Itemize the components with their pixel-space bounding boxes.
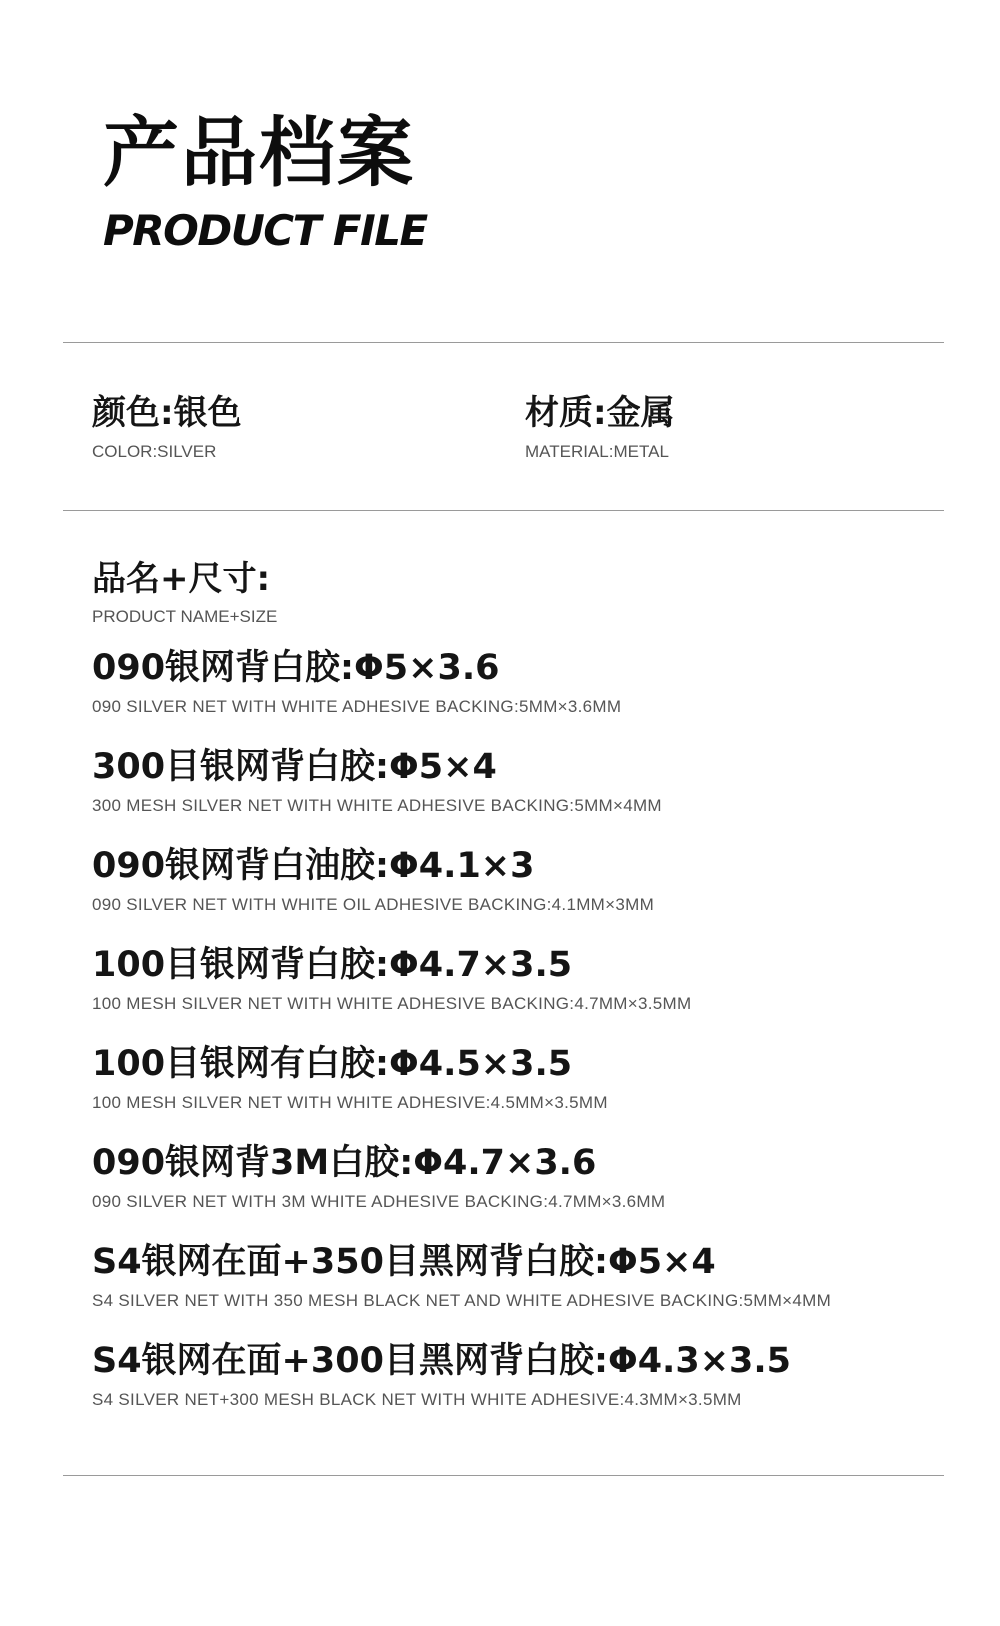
product-list bbox=[92, 558, 972, 1438]
material-label: 材质:金属 bbox=[525, 393, 675, 433]
divider-middle bbox=[63, 510, 944, 511]
list-item bbox=[92, 1240, 972, 1339]
item-name-en: 090 SILVER NET WITH WHITE ADHESIVE BACKING:5MM×3.6MM bbox=[92, 697, 622, 716]
color-label: 颜色:银色 bbox=[92, 393, 242, 433]
page-title: 产品档案 bbox=[103, 108, 415, 197]
item-name-en: 100 MESH SILVER NET WITH WHITE ADHESIVE:4.5MM×3.5MM bbox=[92, 1093, 608, 1112]
item-name-en: S4 SILVER NET+300 MESH BLACK NET WITH WHITE ADHESIVE:4.3MM×3.5MM bbox=[92, 1390, 742, 1409]
item-name-en: 100 MESH SILVER NET WITH WHITE ADHESIVE BACKING:4.7MM×3.5MM bbox=[92, 994, 692, 1013]
product-heading-en: PRODUCT NAME+SIZE bbox=[92, 607, 278, 626]
item-name-cn: 090银网背白油胶:Φ4.1×3 bbox=[92, 846, 535, 886]
page-subtitle: PRODUCT FILE bbox=[103, 206, 427, 255]
list-item bbox=[92, 1042, 972, 1141]
product-list-heading bbox=[92, 558, 972, 628]
divider-bottom bbox=[63, 1475, 944, 1476]
item-name-cn: 100目银网背白胶:Φ4.7×3.5 bbox=[92, 945, 573, 985]
list-item bbox=[92, 646, 972, 745]
item-name-en: 090 SILVER NET WITH WHITE OIL ADHESIVE BACKING:4.1MM×3MM bbox=[92, 895, 655, 914]
list-item bbox=[92, 745, 972, 844]
material-label-en: MATERIAL:METAL bbox=[525, 442, 669, 461]
item-name-cn: S4银网在面+350目黑网背白胶:Φ5×4 bbox=[92, 1242, 716, 1282]
item-name-en: 300 MESH SILVER NET WITH WHITE ADHESIVE BACKING:5MM×4MM bbox=[92, 796, 662, 815]
list-item bbox=[92, 1141, 972, 1240]
item-name-en: S4 SILVER NET WITH 350 MESH BLACK NET AND WHITE ADHESIVE BACKING:5MM×4MM bbox=[92, 1291, 832, 1310]
list-item bbox=[92, 1339, 972, 1438]
item-name-cn: 090银网背白胶:Φ5×3.6 bbox=[92, 648, 500, 688]
color-label-en: COLOR:SILVER bbox=[92, 442, 217, 461]
product-heading-cn: 品名+尺寸: bbox=[92, 559, 271, 599]
list-item bbox=[92, 844, 972, 943]
item-name-cn: 300目银网背白胶:Φ5×4 bbox=[92, 747, 497, 787]
item-name-cn: S4银网在面+300目黑网背白胶:Φ4.3×3.5 bbox=[92, 1341, 792, 1381]
list-item bbox=[92, 943, 972, 1042]
divider-top bbox=[63, 342, 944, 343]
item-name-cn: 100目银网有白胶:Φ4.5×3.5 bbox=[92, 1044, 573, 1084]
item-name-en: 090 SILVER NET WITH 3M WHITE ADHESIVE BACKING:4.7MM×3.6MM bbox=[92, 1192, 666, 1211]
item-name-cn: 090银网背3M白胶:Φ4.7×3.6 bbox=[92, 1143, 597, 1183]
